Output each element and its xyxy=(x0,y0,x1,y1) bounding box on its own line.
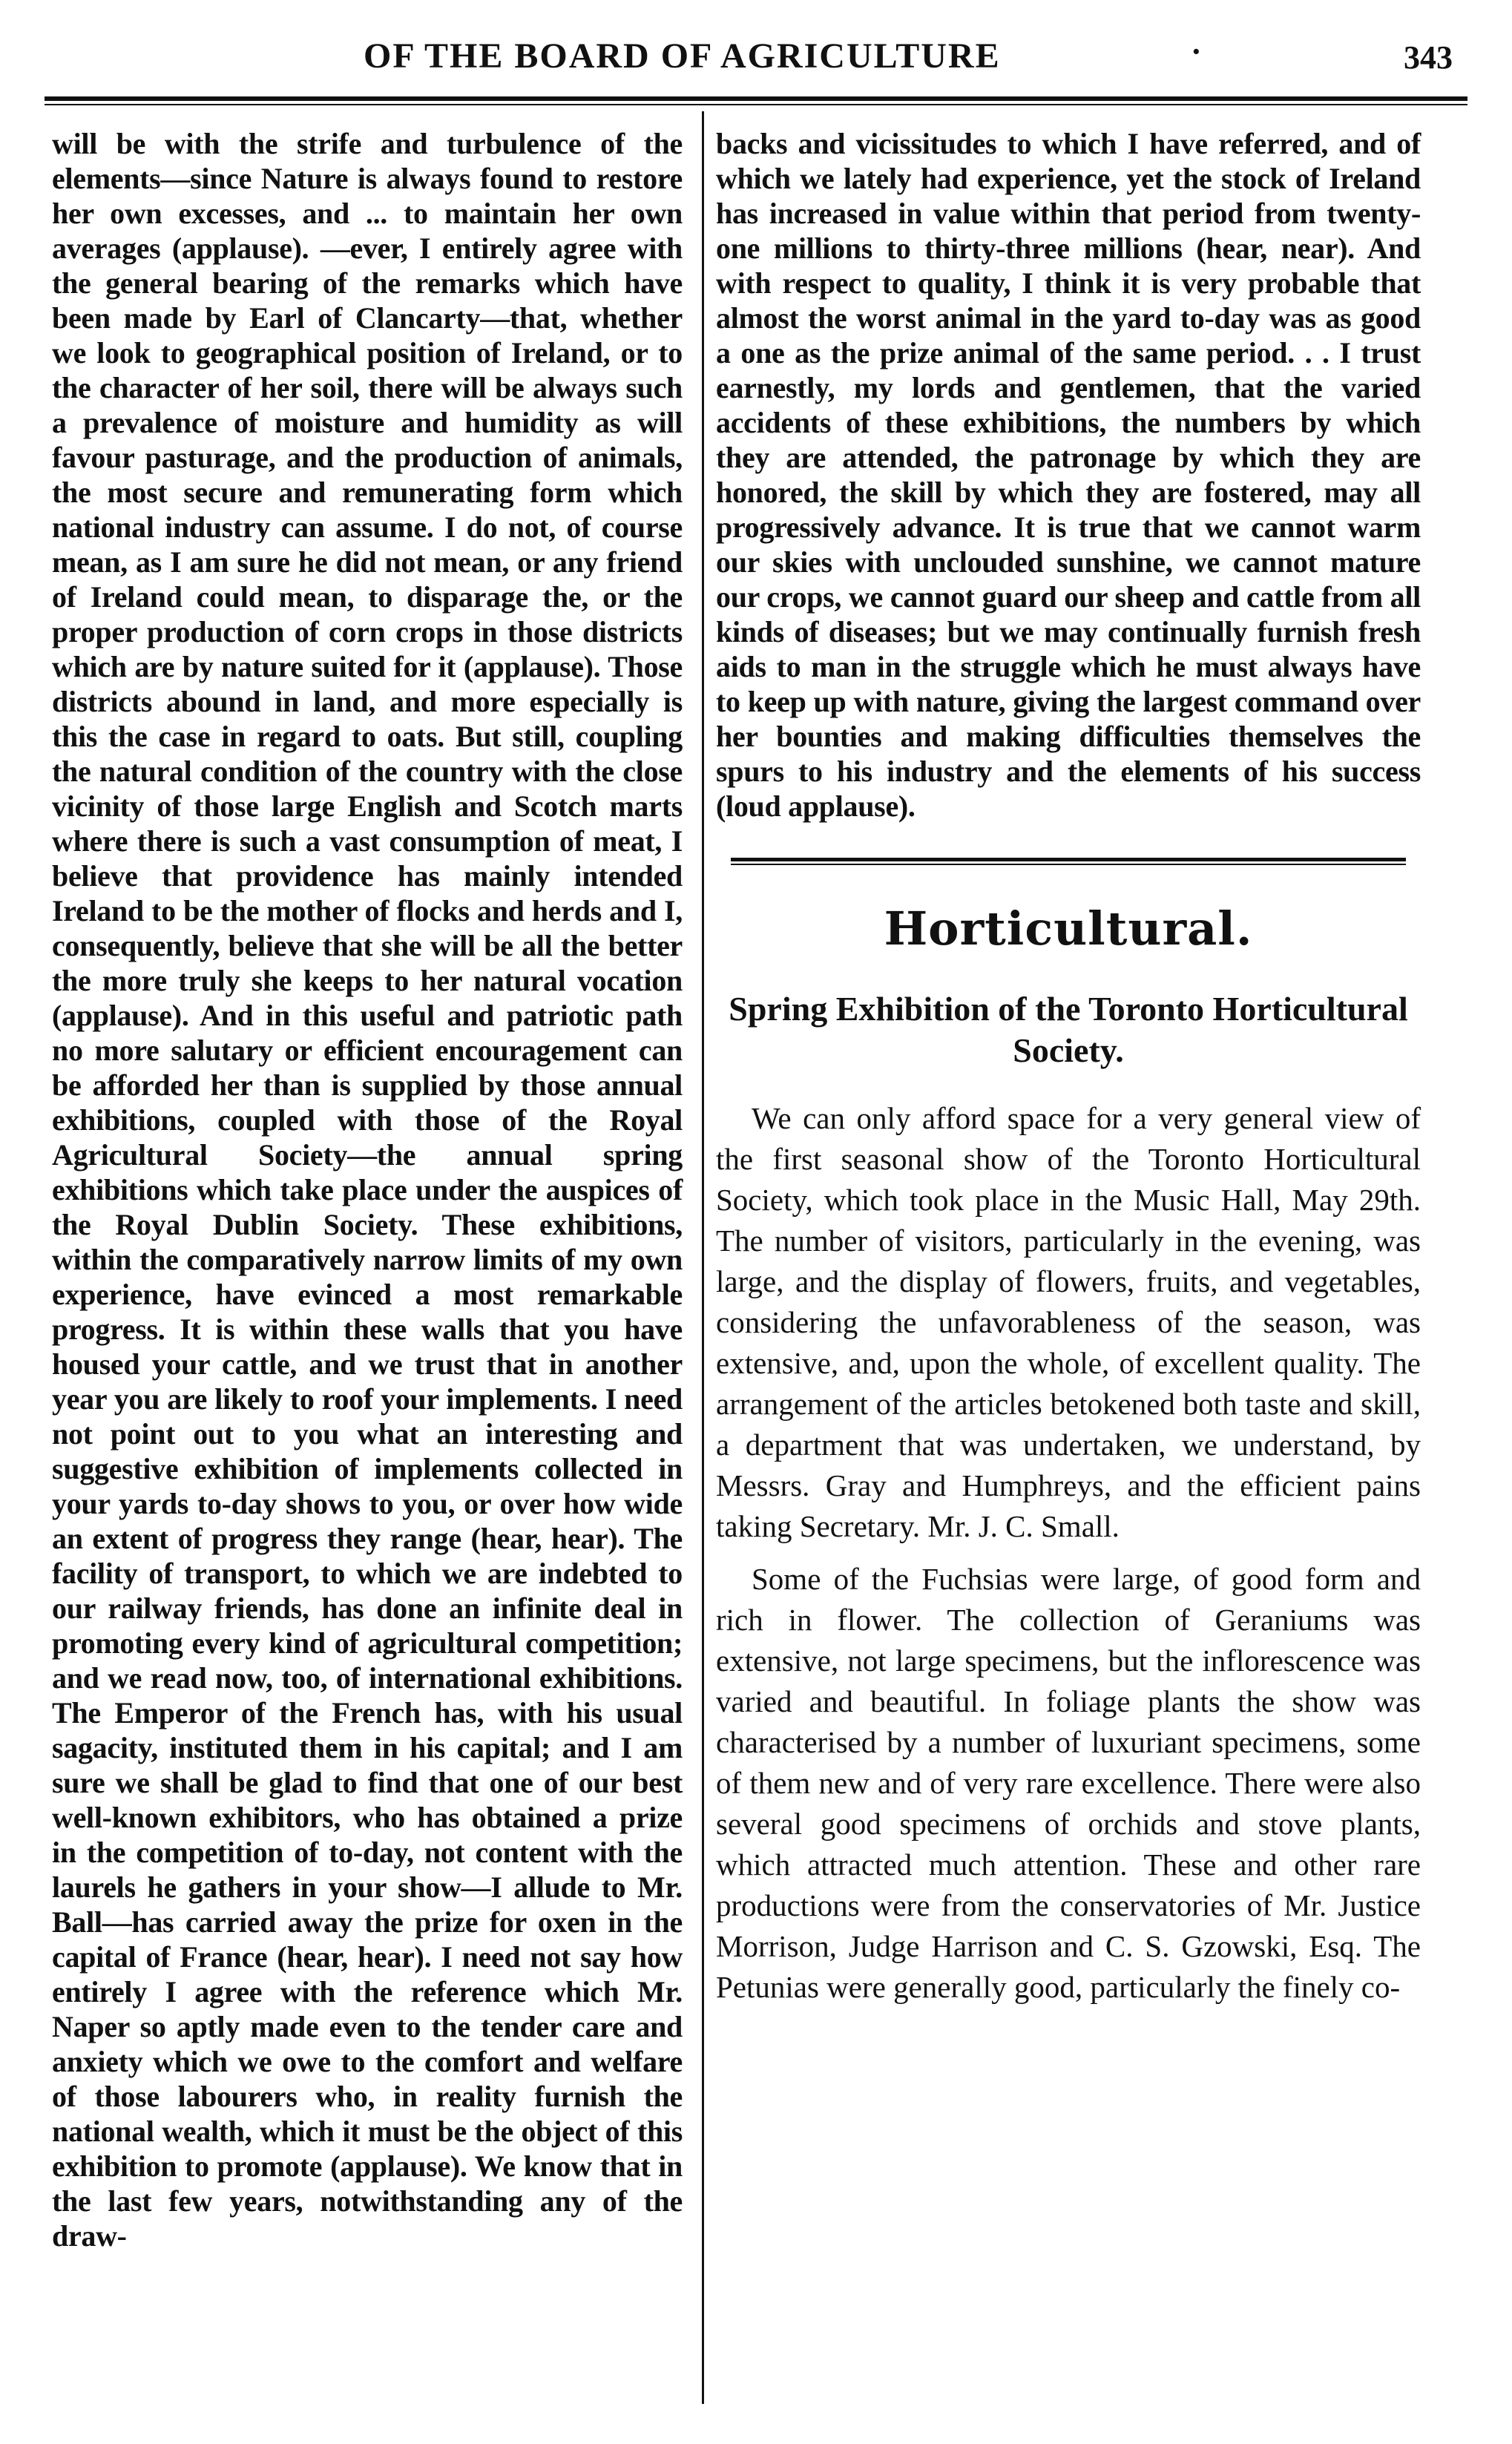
column-divider xyxy=(702,111,704,2404)
header-rule-thin xyxy=(45,104,1467,105)
header-rule-thick xyxy=(45,96,1467,101)
article-title: Spring Exhibition of the Toronto Horticultural Society. xyxy=(729,990,1408,1069)
page-header xyxy=(45,33,1467,88)
page-number: 343 xyxy=(1404,39,1453,76)
right-column xyxy=(716,126,1421,2020)
header-mark: · xyxy=(1191,33,1202,70)
speech-continuation: backs and vicissitudes to which I have referred, and of which we lately had experience, yet the stock of Ireland has increased in value within that period from twenty-one millions to thirty-three millions (hear, near). And with respect to quality, I think it is very probable that almost the worst animal in the yard to-day was as good a one as the prize animal of the same period. . . I trust earnestly, my lords and gentlemen, that the varied accidents of these exhibitions, the numbers by which they are attended, the patronage by which they are honored, the skill by which they are fostered, may all progressively advance. It is true that we cannot warm our skies with unclouded sunshine, we cannot mature our crops, we cannot guard our sheep and cattle from all kinds of diseases; but we may continually furnish fresh aids to man in the struggle which he must always have to keep up with nature, giving the largest command over her bounties and making difficulties themselves the spurs to his industry and the elements of his success (loud applause). xyxy=(716,127,1421,823)
section-heading: Horticultural. xyxy=(884,901,1253,956)
section-rule xyxy=(731,858,1406,865)
left-column-text: will be with the strife and turbulence of the elements—since Nature is always found to restore her own excesses, and ... to maintain her own averages (applause). —ever, I entirely agree with the general bearing of the remarks which have been made by Earl of Clancarty—that, whether we look to geographical position of Ireland, or to the character of her soil, there will be always such a prevalence of moisture and humidity as will favour pasturage, and the production of animals, the most secure and remunerating form which national industry can assume. I do not, of course mean, as I am sure he did not mean, or any friend of Ireland could mean, to disparage the, or the proper production of corn crops in those districts which are by nature suited for it (applause). Those districts abound in land, and more especially is this the case in regard to oats. But still, coupling the natural condition of the country with the close vicinity of those large English and Scotch marts where there is such a vast consumption of meat, I believe that providence has mainly intended Ireland to be the mother of flocks and herds and I, consequently, believe that she will be all the better the more truly she keeps to her natural vocation (applause). And in this useful and patriotic path no more salutary or efficient encouragement can be afforded her than is supplied by those annual exhibitions, coupled with those of the Royal Agricultural Society—the annual spring exhibitions which take place under the auspices of the Royal Dublin Society. These exhibitions, within the comparatively narrow limits of my own experience, have evinced a most remarkable progress. It is within these walls that you have housed your cattle, and we trust that in another year you are likely to roof your implements. I need not point out to you what an interesting and suggestive exhibition of implements collected in your yards to-day shows to you, or over how wide an extent of progress they range (hear, hear). The facility of transport, to which we are indebted to our railway friends, has done an infinite deal in promoting every kind of agricultural competition; and we read now, too, of international exhibitions. The Emperor of the French has, with his usual sagacity, instituted them in his capital; and I am sure we shall be glad to find that one of our best well-known exhibitors, who has obtained a prize in the competition of to-day, not content with the laurels he gathers in your show—I allude to Mr. Ball—has carried away the prize for oxen in the capital of France (hear, hear). I need not say how entirely I agree with the reference which Mr. Naper so aptly made even to the tender care and anxiety which we owe to the comfort and welfare of those labourers who, in reality furnish the national wealth, which it must be the object of this exhibition to promote (applause). We know that in the last few years, notwithstanding any of the draw- xyxy=(52,127,683,2253)
article-paragraph: We can only afford space for a very general view of the first seasonal show of the Toronto Horticultural Society, which took place in the Music Hall, May 29th. The number of visitors, particularly in the evening, was large, and the display of flowers, fruits, and vegetables, considering the unfavorableness of the season, was extensive, and, upon the whole, of excellent quality. The arrangement of the articles betokened both taste and skill, a department that was undertaken, we understand, by Messrs. Gray and Humphreys, and the efficient pains taking Secretary. Mr. J. C. Small. xyxy=(716,1101,1421,1543)
running-title: OF THE BOARD OF AGRICULTURE xyxy=(364,36,1001,76)
left-column xyxy=(52,126,683,2253)
article-paragraph: Some of the Fuchsias were large, of good form and rich in flower. The collection of Geraniums was extensive, not large specimens, but the inflorescence was varied and beautiful. In foliage plants the show was characterised by a number of luxuriant specimens, some of them new and of very rare excellence. There were also several good specimens of orchids and stove plants, which attracted much attention. These and other rare productions were from the conservatories of Mr. Justice Morrison, Judge Harrison and C. S. Gzowski, Esq. The Petunias were generally good, particularly the finely co- xyxy=(716,1562,1421,2004)
